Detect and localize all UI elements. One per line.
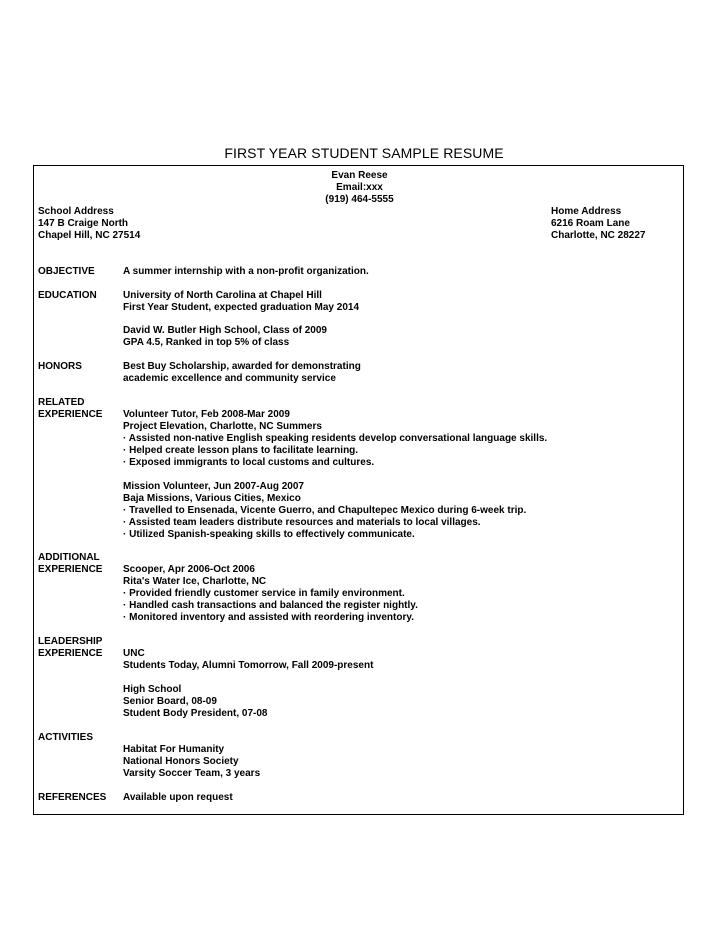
- honors-line: academic excellence and community service: [123, 373, 336, 384]
- related-experience-tutor: [123, 409, 547, 469]
- leadership-line: High School: [123, 684, 182, 695]
- objective-content: [123, 266, 369, 278]
- section-label-education: EDUCATION: [38, 290, 97, 301]
- education-line: First Year Student, expected graduation May 2014: [123, 302, 360, 313]
- section-label-related-experience: [38, 397, 102, 421]
- section-label-line: EXPERIENCE: [38, 648, 103, 659]
- home-address-city: Charlotte, NC 28227: [551, 230, 646, 241]
- experience-bullet: · Assisted team leaders distribute resources and materials to local villages.: [123, 517, 481, 528]
- objective-line: A summer internship with a non-profit organization.: [123, 266, 369, 277]
- experience-bullet: · Assisted non-native English speaking residents develop conversational language skills.: [123, 433, 548, 444]
- additional-experience-content: [123, 564, 418, 624]
- section-label-honors: HONORS: [38, 361, 82, 372]
- experience-bullet: · Monitored inventory and assisted with reordering inventory.: [123, 612, 414, 623]
- page-title: FIRST YEAR STUDENT SAMPLE RESUME: [224, 145, 504, 161]
- section-label-activities: ACTIVITIES: [38, 732, 94, 743]
- related-experience-mission: [123, 481, 526, 541]
- experience-bullet: · Utilized Spanish-speaking skills to effectively communicate.: [123, 529, 415, 540]
- activity-line: Varsity Soccer Team, 3 years: [123, 768, 261, 779]
- section-label-line: ADDITIONAL: [38, 552, 100, 563]
- education-high-school: [123, 325, 327, 349]
- leadership-high-school: [123, 684, 267, 720]
- leadership-unc: [123, 648, 373, 672]
- experience-bullet: · Handled cash transactions and balanced the register nightly.: [123, 600, 418, 611]
- experience-bullet: · Provided friendly customer service in family environment.: [123, 588, 405, 599]
- activities-content: [123, 744, 260, 780]
- activity-line: National Honors Society: [123, 756, 239, 767]
- experience-line: Project Elevation, Charlotte, NC Summers: [123, 421, 322, 432]
- activity-line: Habitat For Humanity: [123, 744, 225, 755]
- references-line: Available upon request: [123, 792, 233, 803]
- experience-line: Volunteer Tutor, Feb 2008-Mar 2009: [123, 409, 290, 420]
- education-line: University of North Carolina at Chapel Hill: [123, 290, 322, 301]
- section-label-line: EXPERIENCE: [38, 564, 103, 575]
- experience-line: Rita's Water Ice, Charlotte, NC: [123, 576, 267, 587]
- section-label-line: EXPERIENCE: [38, 409, 103, 420]
- section-label-objective: OBJECTIVE: [38, 266, 95, 277]
- leadership-line: UNC: [123, 648, 145, 659]
- education-line: GPA 4.5, Ranked in top 5% of class: [123, 337, 290, 348]
- experience-bullet: · Helped create lesson plans to facilitate learning.: [123, 445, 359, 456]
- experience-line: Baja Missions, Various Cities, Mexico: [123, 493, 301, 504]
- home-address-label: Home Address: [551, 206, 622, 217]
- education-university: [123, 290, 359, 314]
- resume-frame: [33, 165, 684, 815]
- leadership-line: Student Body President, 07-08: [123, 708, 268, 719]
- school-address-street: 147 B Craige North: [38, 218, 129, 229]
- school-address: [38, 206, 140, 242]
- section-label-line: RELATED: [38, 397, 85, 408]
- leadership-line: Students Today, Alumni Tomorrow, Fall 2009-present: [123, 660, 374, 671]
- leadership-line: Senior Board, 08-09: [123, 696, 217, 707]
- section-label-additional-experience: [38, 552, 102, 576]
- candidate-phone: (919) 464-5555: [325, 194, 394, 205]
- home-address: [551, 206, 645, 242]
- honors-line: Best Buy Scholarship, awarded for demonstrating: [123, 361, 361, 372]
- education-line: David W. Butler High School, Class of 2009: [123, 325, 327, 336]
- candidate-email: Email:xxx: [336, 182, 383, 193]
- section-label-leadership-experience: [38, 636, 102, 660]
- section-label-line: LEADERSHIP: [38, 636, 103, 647]
- honors-content: [123, 361, 361, 385]
- section-label-references: REFERENCES: [38, 792, 107, 803]
- candidate-name: Evan Reese: [331, 170, 388, 181]
- home-address-street: 6216 Roam Lane: [551, 218, 630, 229]
- school-address-label: School Address: [38, 206, 114, 217]
- experience-line: Mission Volunteer, Jun 2007-Aug 2007: [123, 481, 304, 492]
- references-content: [123, 792, 233, 804]
- experience-bullet: · Travelled to Ensenada, Vicente Guerro, and Chapultepec Mexico during 6-week trip.: [123, 505, 527, 516]
- experience-line: Scooper, Apr 2006-Oct 2006: [123, 564, 255, 575]
- school-address-city: Chapel Hill, NC 27514: [38, 230, 141, 241]
- experience-bullet: · Exposed immigrants to local customs and cultures.: [123, 457, 375, 468]
